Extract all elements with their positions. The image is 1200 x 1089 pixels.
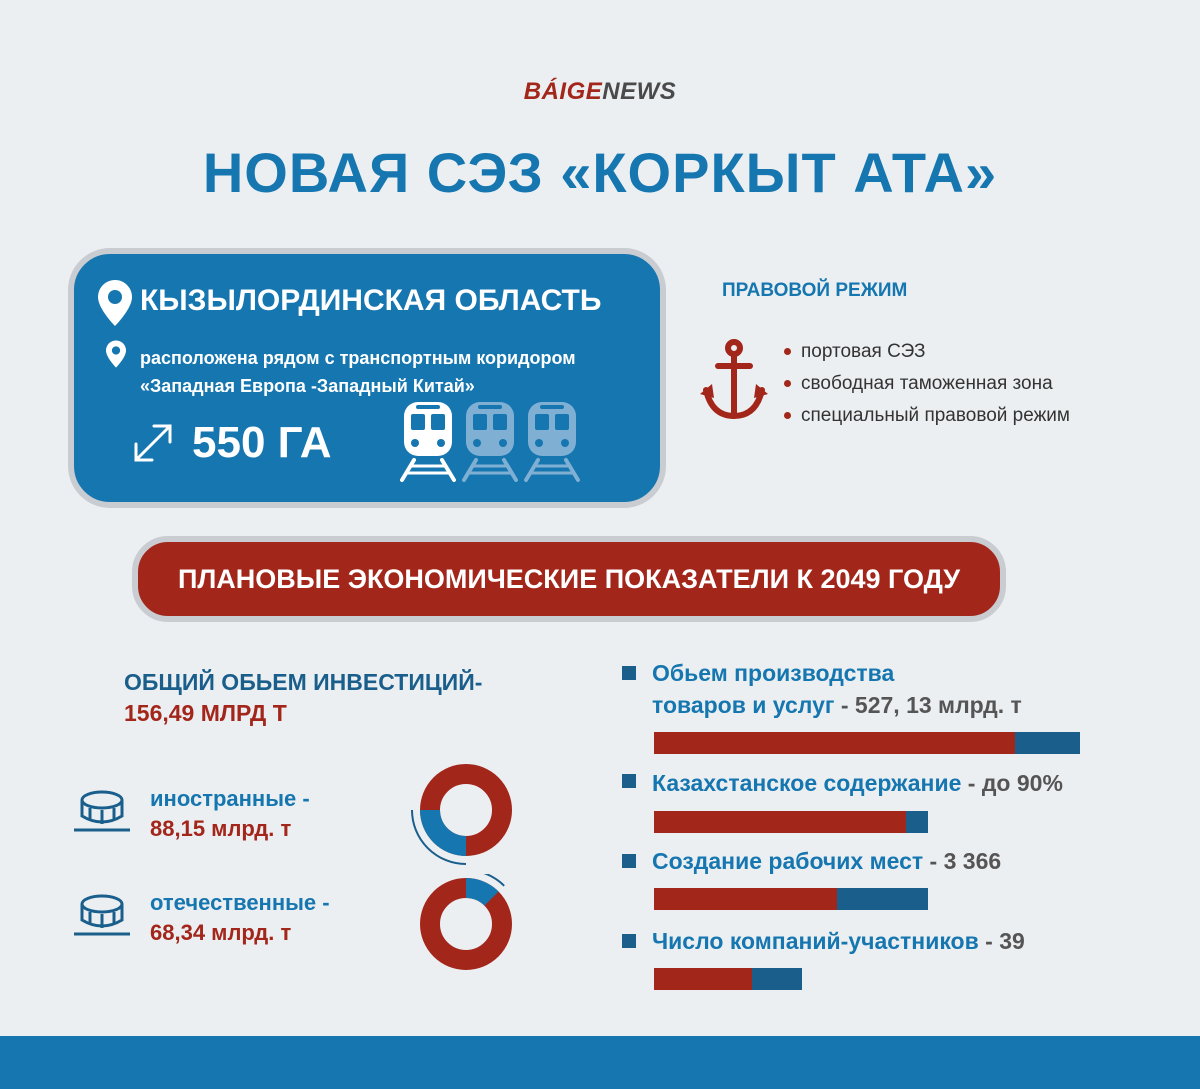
logo-part1: BÁIGE bbox=[523, 78, 603, 105]
bullet-icon bbox=[784, 412, 791, 419]
legal-item: портовая СЭЗ bbox=[801, 341, 926, 362]
train-icon bbox=[402, 402, 454, 480]
investment-foreign bbox=[150, 784, 310, 844]
resize-arrows-icon bbox=[130, 420, 176, 466]
indicator-bar bbox=[654, 968, 802, 990]
investment-heading: ОБЩИЙ ОБЬЕМ ИНВЕСТИЦИЙ- bbox=[124, 669, 483, 695]
indicator-label: Число компаний-участников bbox=[652, 928, 979, 954]
donut-chart-foreign bbox=[408, 760, 524, 866]
indicator-value: - 39 bbox=[978, 928, 1025, 954]
donut-chart-domestic bbox=[408, 874, 524, 980]
investment-total: 156,49 МЛРД Т bbox=[124, 700, 287, 726]
indicator-label: товаров и услуг bbox=[652, 692, 835, 718]
train-icon bbox=[526, 402, 578, 480]
investment-foreign-value: 88,15 млрд. т bbox=[150, 816, 292, 841]
list-item bbox=[784, 336, 1070, 368]
indicator-line bbox=[652, 928, 1025, 955]
indicator-square-icon bbox=[622, 934, 636, 948]
train-icon bbox=[464, 402, 516, 480]
indicator-bar bbox=[654, 888, 928, 910]
page-title: НОВАЯ СЭЗ «КОРКЫТ АТА» bbox=[202, 141, 998, 204]
footer-bar bbox=[0, 1036, 1200, 1089]
indicator-square-icon bbox=[622, 854, 636, 868]
indicator-line bbox=[652, 770, 1063, 797]
location-description bbox=[140, 344, 576, 400]
indicator-label: Казахстанское содержание bbox=[652, 770, 962, 796]
location-line1: расположена рядом с транспортным коридором bbox=[140, 348, 576, 368]
investment-domestic-value: 68,34 млрд. т bbox=[150, 920, 292, 945]
indicator-bar bbox=[654, 732, 1080, 754]
indicator-bar-fill bbox=[654, 888, 837, 910]
bullet-icon bbox=[784, 380, 791, 387]
indicator-bar-fill bbox=[654, 968, 752, 990]
indicator-bar-fill bbox=[654, 811, 906, 833]
train-icons bbox=[398, 400, 588, 484]
indicator-label: Создание рабочих мест bbox=[652, 848, 924, 874]
indicator-label-line1: Обьем производства bbox=[652, 660, 895, 686]
location-pin-icon bbox=[98, 280, 132, 326]
donut-ring bbox=[430, 888, 502, 960]
logo bbox=[0, 78, 1200, 106]
legal-list bbox=[784, 336, 1070, 432]
list-item bbox=[784, 368, 1070, 400]
location-pin-small-icon bbox=[106, 340, 126, 368]
legal-heading: ПРАВОВОЙ РЕЖИМ bbox=[722, 280, 908, 301]
anchor-icon bbox=[698, 338, 770, 422]
legal-item: свободная таможенная зона bbox=[801, 373, 1053, 394]
location-line2: «Западная Европа -Западный Китай» bbox=[140, 376, 475, 396]
indicator-line bbox=[652, 692, 1022, 719]
indicator-bar-fill bbox=[654, 732, 1015, 754]
bullet-icon bbox=[784, 348, 791, 355]
indicator-value: - 3 366 bbox=[923, 848, 1002, 874]
investment-domestic bbox=[150, 888, 330, 948]
investment-domestic-label: отечественные - bbox=[150, 890, 330, 915]
list-item bbox=[784, 400, 1070, 432]
indicator-line bbox=[652, 848, 1001, 875]
region-name: КЫЗЫЛОРДИНСКАЯ ОБЛАСТЬ bbox=[140, 284, 602, 317]
section-banner: ПЛАНОВЫЕ ЭКОНОМИЧЕСКИЕ ПОКАЗАТЕЛИ К 2049 ГОДУ bbox=[132, 536, 1006, 622]
legal-item: специальный правовой режим bbox=[801, 405, 1070, 426]
area-value: 550 ГА bbox=[192, 418, 332, 467]
coin-stack-icon bbox=[72, 788, 132, 834]
indicator-bar bbox=[654, 811, 928, 833]
indicator-value: - до 90% bbox=[961, 770, 1063, 796]
donut-slice bbox=[420, 810, 466, 856]
coin-stack-icon bbox=[72, 892, 132, 938]
indicator-square-icon bbox=[622, 666, 636, 680]
investment-foreign-label: иностранные - bbox=[150, 786, 310, 811]
logo-part2: NEWS bbox=[602, 78, 677, 105]
indicator-square-icon bbox=[622, 774, 636, 788]
indicator-value: - 527, 13 млрд. т bbox=[834, 692, 1022, 718]
